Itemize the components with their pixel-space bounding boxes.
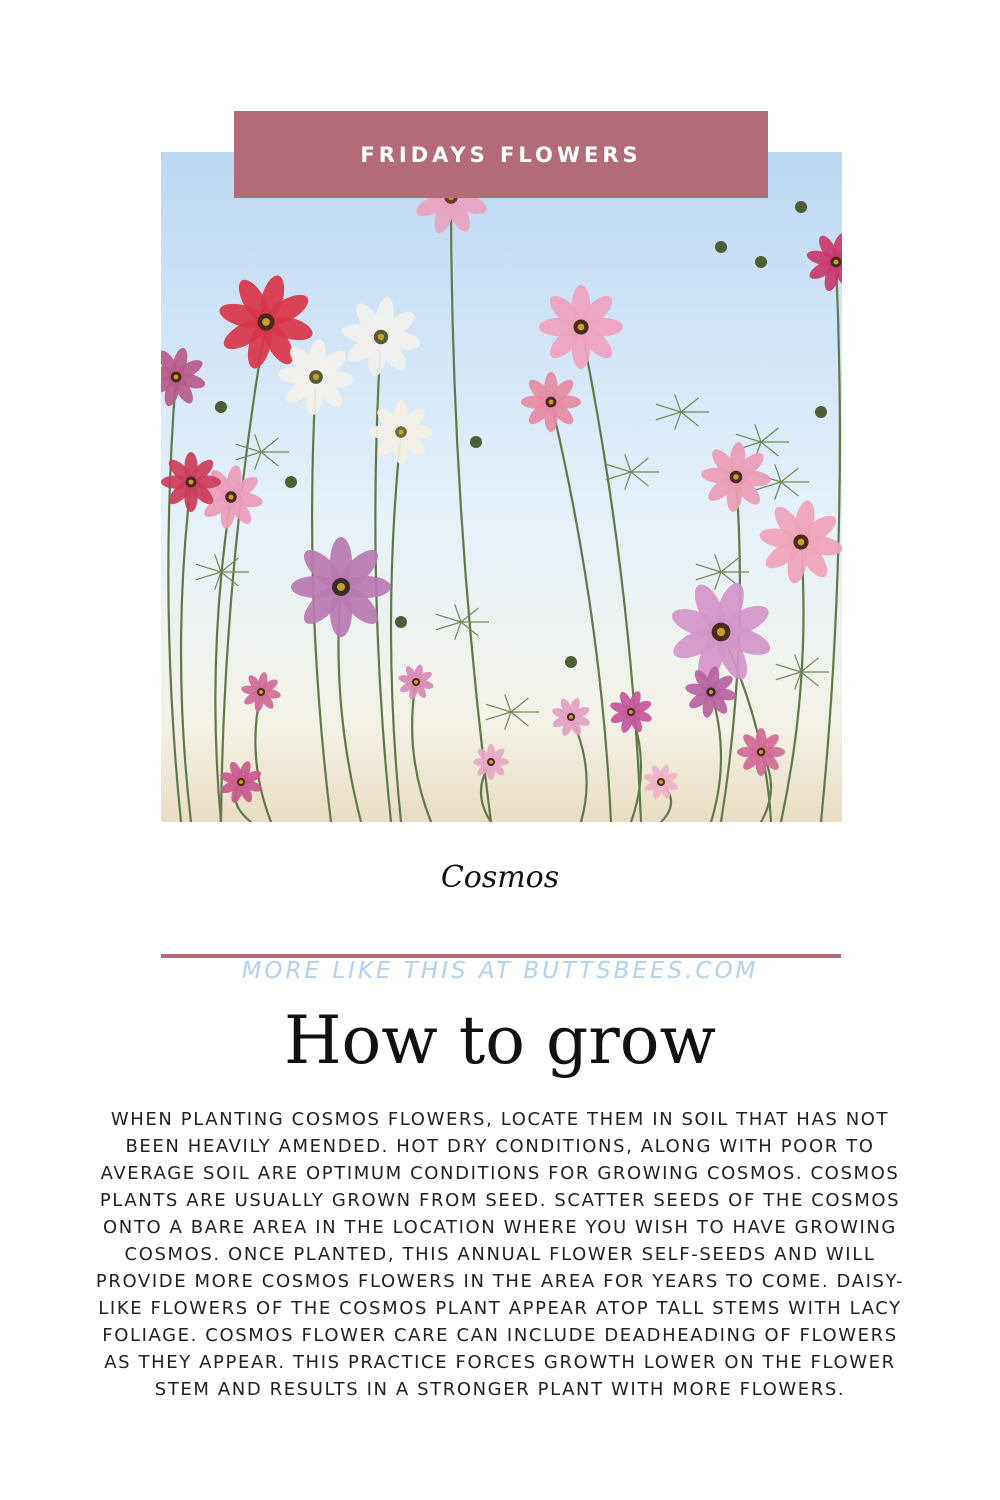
more-like-this-link[interactable]: MORE LIKE THIS AT BUTTSBEES.COM bbox=[241, 958, 759, 984]
flower-caption: Cosmos bbox=[440, 860, 560, 895]
how-to-grow-heading: How to grow bbox=[283, 1002, 717, 1079]
cosmos-illustration bbox=[161, 152, 842, 822]
growing-instructions: WHEN PLANTING COSMOS FLOWERS, LOCATE THEM IN SOIL THAT HAS NOT BEEN HEAVILY AMENDED. HOT DRY CONDITIONS, ALONG WITH POOR TO AVERAGE SOIL ARE OPTIMUM CONDITIONS FOR GROWING COSMOS. COSMOS PLANTS ARE USUALLY GROWN FROM SEED. SCATTER SEEDS OF THE COSMOS ONTO A BARE AREA IN THE LOCATION WHERE YOU WISH TO HAVE GROWING COSMOS. ONCE PLANTED, THIS ANNUAL FLOWER SELF-SEEDS AND WILL PROVIDE MORE COSMOS FLOWERS IN THE AREA FOR YEARS TO COME. DAISY-LIKE FLOWERS OF THE COSMOS PLANT APPEAR ATOP TALL STEMS WITH LACY FOLIAGE. COSMOS FLOWER CARE CAN INCLUDE DEADHEADING OF FLOWERS AS THEY APPEAR. THIS PRACTICE FORCES GROWTH LOWER ON THE FLOWER STEM AND RESULTS IN A STRONGER PLANT WITH MORE FLOWERS. bbox=[95, 1109, 905, 1400]
series-banner bbox=[234, 111, 768, 198]
banner-title: FRIDAYS FLOWERS bbox=[360, 142, 642, 167]
cosmos-photo bbox=[161, 152, 842, 822]
